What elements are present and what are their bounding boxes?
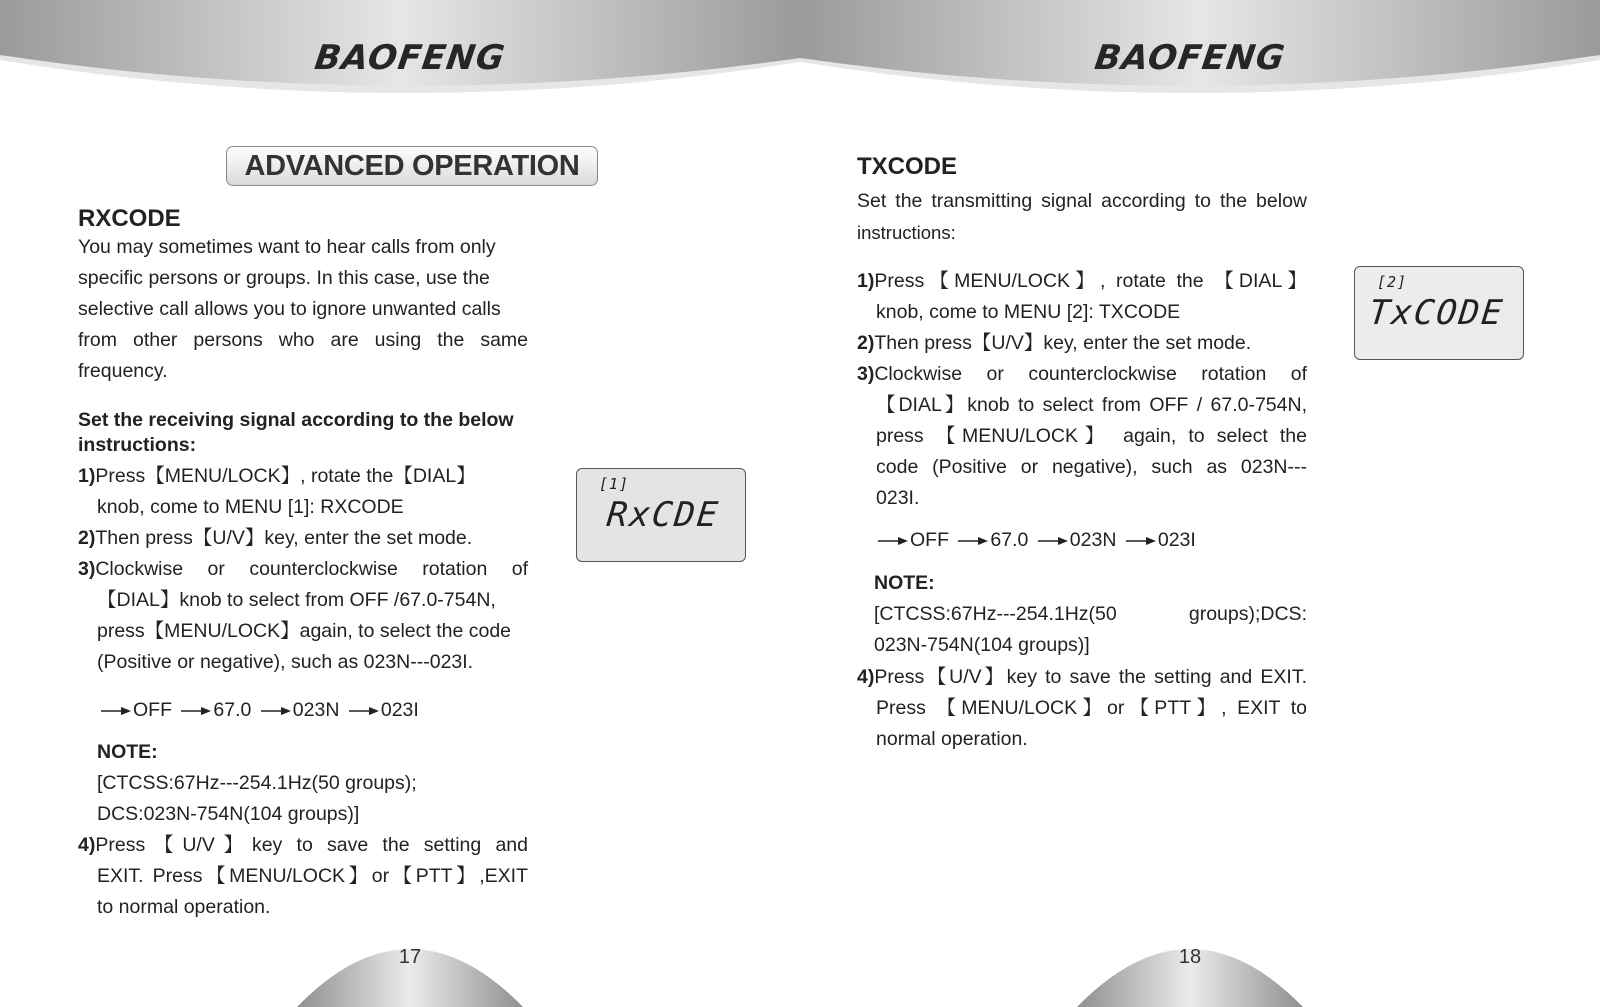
page-number: 18 <box>1178 946 1202 968</box>
step-4 <box>78 830 528 923</box>
note-block <box>97 737 537 830</box>
step-text: Then press【U/V】key, enter the set mode. <box>95 527 473 549</box>
intro-line: specific persons or groups. In this case, use the <box>78 267 490 289</box>
page-tab-shape <box>1077 931 1303 1007</box>
section-banner: ADVANCED OPERATION <box>226 146 598 186</box>
flow-item: 023I <box>1157 529 1196 551</box>
step-text: knob, come to MENU [2]: TXCODE <box>876 301 1181 323</box>
step-text: 【DIAL】knob to select from OFF / 67.0-754N, <box>876 394 1307 416</box>
note-label: NOTE: <box>874 572 935 594</box>
intro-line: frequency. <box>78 360 168 382</box>
brand-logo: BAOFENG <box>312 38 508 78</box>
step-number: 4) <box>857 666 875 688</box>
lcd-menu-text: RxCDE <box>604 495 722 535</box>
arrow-right-icon <box>1126 536 1156 546</box>
arrow-right-icon <box>261 706 291 716</box>
lcd-menu-number: [2] <box>1377 273 1408 291</box>
page-right <box>800 0 1600 1007</box>
intro-line: You may sometimes want to hear calls from only <box>78 236 496 258</box>
arrow-right-icon <box>878 536 908 546</box>
intro-paragraph <box>78 232 528 387</box>
step-4 <box>857 662 1307 755</box>
flow-item: OFF <box>910 529 949 551</box>
step-text: Press【U/V】key to save the setting and <box>95 834 528 856</box>
page-header <box>0 0 800 120</box>
step-number: 3) <box>78 558 96 580</box>
intro-line: instructions: <box>857 222 956 243</box>
brand-logo: BAOFENG <box>1092 38 1288 78</box>
step-text: Clockwise or counterclockwise rotation of <box>95 558 528 580</box>
lcd-menu-number: [1] <box>599 475 630 493</box>
note-line: [CTCSS:67Hz---254.1Hz(50 groups);DCS: <box>874 603 1307 625</box>
step-number: 2) <box>78 527 96 549</box>
step-text: Press【MENU/LOCK】, rotate the【DIAL】 <box>95 465 476 487</box>
step-number: 3) <box>857 363 875 385</box>
page-header <box>800 0 1600 120</box>
note-label: NOTE: <box>97 741 158 763</box>
step-text: EXIT. Press【MENU/LOCK】or【PTT】,EXIT <box>97 865 528 887</box>
step-number: 1) <box>857 270 875 292</box>
lcd-menu-text: TxCODE <box>1366 293 1506 333</box>
arrow-right-icon <box>1038 536 1068 546</box>
intro-line: from other persons who are using the same <box>78 329 528 351</box>
step-text: 【DIAL】knob to select from OFF /67.0-754N, <box>97 589 496 611</box>
step-number: 1) <box>78 465 96 487</box>
flow-item: 67.0 <box>213 699 252 721</box>
note-block <box>874 568 1307 661</box>
note-line: [CTCSS:67Hz---254.1Hz(50 groups); <box>97 772 417 794</box>
step-2 <box>857 328 1307 359</box>
subheading-line: Set the receiving signal according to the below <box>78 409 514 431</box>
step-text: knob, come to MENU [1]: RXCODE <box>97 496 404 518</box>
arrow-right-icon <box>958 536 988 546</box>
step-text: Clockwise or counterclockwise rotation of <box>874 363 1307 385</box>
flow-item: OFF <box>133 699 172 721</box>
intro-line: selective call allows you to ignore unwanted calls <box>78 298 501 320</box>
section-title-txcode: TXCODE <box>857 153 958 180</box>
step-1 <box>78 461 528 523</box>
step-text: code (Positive or negative), such as 023N--- <box>876 456 1307 478</box>
flow-item: 023N <box>1069 529 1117 551</box>
lcd-display-txcode <box>1354 266 1524 360</box>
step-number: 4) <box>78 834 96 856</box>
steps-list <box>857 266 1307 514</box>
step-text: Press【U/V】key to save the setting and EXIT. <box>874 666 1307 688</box>
step-text: Press【MENU/LOCK】, rotate the 【DIAL】 <box>874 270 1307 292</box>
arrow-right-icon <box>101 706 131 716</box>
step-text: normal operation. <box>876 728 1028 750</box>
step-2 <box>78 523 528 554</box>
step-3 <box>857 359 1307 514</box>
flow-item: 67.0 <box>990 529 1029 551</box>
step-text: Then press【U/V】key, enter the set mode. <box>874 332 1252 354</box>
step-number: 2) <box>857 332 875 354</box>
step-text: press 【MENU/LOCK】 again, to select the <box>876 425 1307 447</box>
section-title-rxcode: RXCODE <box>78 205 181 232</box>
step-text: to normal operation. <box>97 896 271 918</box>
note-line: DCS:023N-754N(104 groups)] <box>97 803 360 825</box>
page-number: 17 <box>398 946 422 968</box>
arrow-right-icon <box>349 706 379 716</box>
flow-item: 023N <box>292 699 340 721</box>
intro-line: Set the transmitting signal according to the below <box>857 190 1307 212</box>
step-1 <box>857 266 1307 328</box>
flow-item: 023I <box>380 699 419 721</box>
subheading <box>78 408 538 458</box>
step-text: Press 【MENU/LOCK】or【PTT】, EXIT to <box>876 697 1307 719</box>
arrow-right-icon <box>181 706 211 716</box>
selection-flow <box>97 699 419 722</box>
step-3 <box>78 554 528 678</box>
step-text: press【MENU/LOCK】again, to select the code <box>97 620 512 642</box>
step-text: 023I. <box>876 487 920 509</box>
note-line: 023N-754N(104 groups)] <box>874 634 1090 656</box>
intro-paragraph <box>857 186 1307 248</box>
selection-flow <box>874 529 1196 552</box>
step-text: (Positive or negative), such as 023N---023I. <box>97 651 474 673</box>
lcd-display-rxcode <box>576 468 746 562</box>
page-tab-shape <box>297 931 523 1007</box>
steps-list <box>78 461 528 678</box>
subheading-line: instructions: <box>78 434 197 456</box>
